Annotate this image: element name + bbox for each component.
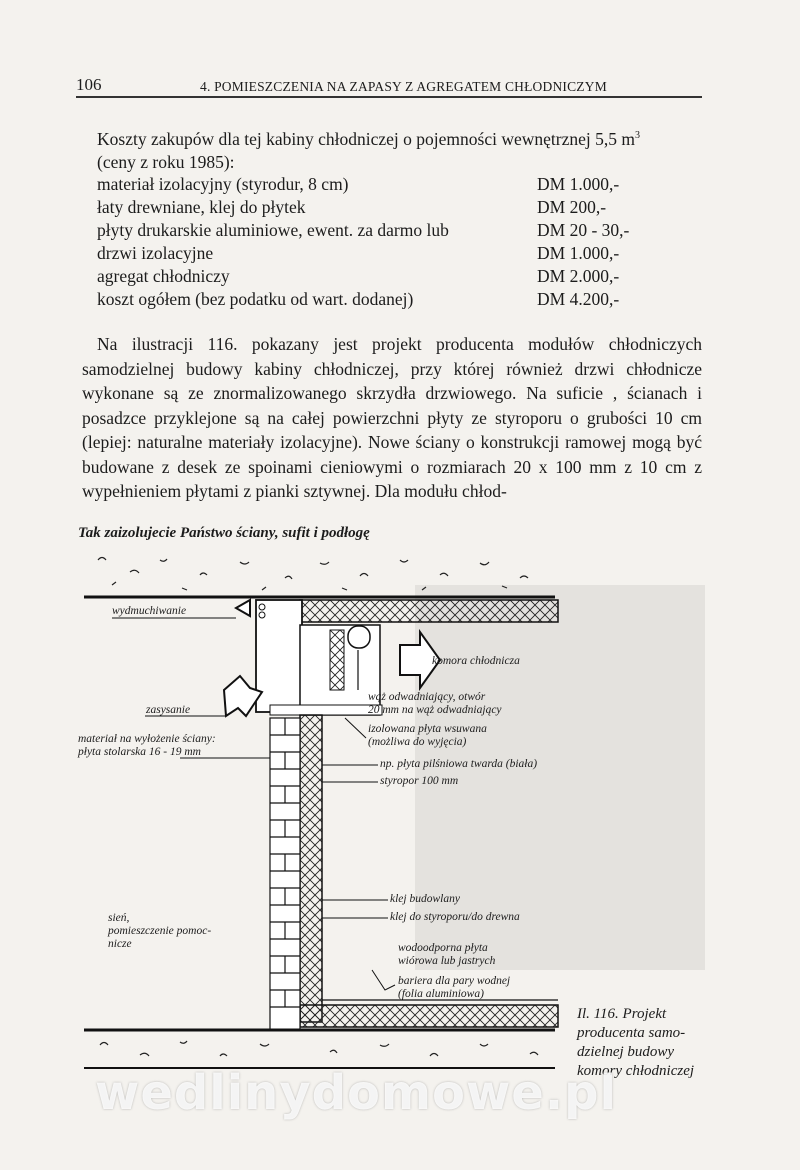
- brick-wall: [270, 718, 300, 1030]
- cost-price: DM 4.200,-: [537, 289, 620, 309]
- label-komora: komora chłodnicza: [432, 655, 520, 667]
- cost-item: drzwi izolacyjne: [97, 243, 214, 263]
- label-material-2: płyta stolarska 16 - 19 mm: [78, 746, 201, 758]
- caption-line: dzielnej budowy: [577, 1044, 675, 1060]
- figure-title: Tak zaizolujecie Państwo ściany, sufit i podłogę: [78, 525, 370, 541]
- cost-item: koszt ogółem (bez podatku od wart. dodanej): [97, 289, 414, 309]
- caption-line: Il. 116. Projekt: [577, 1006, 667, 1022]
- label-material-1: materiał na wyłożenie ściany:: [78, 733, 216, 745]
- label-wydmuchiwanie: wydmuchiwanie: [112, 605, 187, 617]
- floor-insulation: [300, 1005, 558, 1027]
- cost-price: DM 1.000,-: [537, 174, 620, 194]
- watermark: wedlinydomowe.pl: [95, 1065, 617, 1121]
- label-bariera-2: (folia aluminiowa): [398, 988, 484, 1000]
- label-sien-1: sień,: [108, 912, 130, 924]
- wall-insulation: [300, 715, 322, 1022]
- caption-line: komory chłodniczej: [577, 1063, 695, 1079]
- cost-item: łaty drewniane, klej do płytek: [97, 197, 306, 217]
- label-wodoodporna-2: wiórowa lub jastrych: [398, 955, 496, 967]
- intro-sentence: Koszty zakupów dla tej kabiny chłodniczej o pojemności wewnętrznej 5,5 m: [97, 128, 635, 149]
- intro-superscript: 3: [634, 130, 640, 141]
- cost-price: DM 200,-: [537, 197, 607, 217]
- label-klej-styropor: klej do styroporu/do drewna: [390, 911, 520, 923]
- label-klej-budowlany: klej budowlany: [390, 893, 460, 905]
- label-styropor: styropor 100 mm: [380, 775, 459, 787]
- cost-price: DM 20 - 30,-: [537, 220, 630, 240]
- ceiling-insulation: [300, 600, 558, 622]
- cost-item: agregat chłodniczy: [97, 266, 230, 286]
- cost-item: materiał izolacyjny (styrodur, 8 cm): [97, 174, 349, 194]
- intro-note: (ceny z roku 1985):: [97, 151, 235, 172]
- label-zasysanie: zasysanie: [146, 704, 191, 716]
- caption-line: producenta samo-: [577, 1025, 686, 1041]
- label-sien-2: pomieszczenie pomoc-: [108, 925, 212, 937]
- chapter-title: 4. POMIESZCZENIA NA ZAPASY Z AGREGATEM CHŁODNICZYM: [200, 79, 607, 94]
- label-waz-2: 20 mm na wąż odwadniający: [368, 704, 502, 716]
- label-wodoodporna-1: wodoodporna płyta: [398, 942, 488, 954]
- label-bariera-1: bariera dla pary wodnej: [398, 975, 511, 987]
- cost-price: DM 2.000,-: [537, 266, 620, 286]
- body-paragraph: Na ilustracji 116. pokazany jest projekt producenta modułów chłodniczych samodzielnej budowy kabiny chłodniczej, przy której również drzwi chłodnicze wykonane są ze znormalizowanego skrzydła drzwiowego. Na suficie , ścianach i posadzce przyklejone są na całej powierzchni płyty ze styroporu o grubości 10 cm (lepiej: naturalne materiały izolacyjne). Nowe ściany o konstrukcji ramowej mogą być budowane z desek ze spoinami cieniowymi o rozmiarach 20 x 100 mm z 10 cm z wypełnieniem płytami z pianki sztywnej. Dla modułu chłod-: [82, 334, 702, 501]
- label-pilsniowa: np. płyta pilśniowa twarda (biała): [380, 758, 538, 770]
- label-plyta-wsuwana-2: (możliwa do wyjęcia): [368, 736, 467, 748]
- page-number: 106: [76, 75, 102, 94]
- label-sien-3: nicze: [108, 938, 132, 950]
- cost-price: DM 1.000,-: [537, 243, 620, 263]
- cost-item: płyty drukarskie aluminiowe, ewent. za darmo lub: [97, 220, 449, 240]
- label-waz-1: wąż odwadniający, otwór: [368, 691, 486, 703]
- label-plyta-wsuwana-1: izolowana płyta wsuwana: [368, 723, 487, 735]
- soil-bottom: [100, 1041, 538, 1056]
